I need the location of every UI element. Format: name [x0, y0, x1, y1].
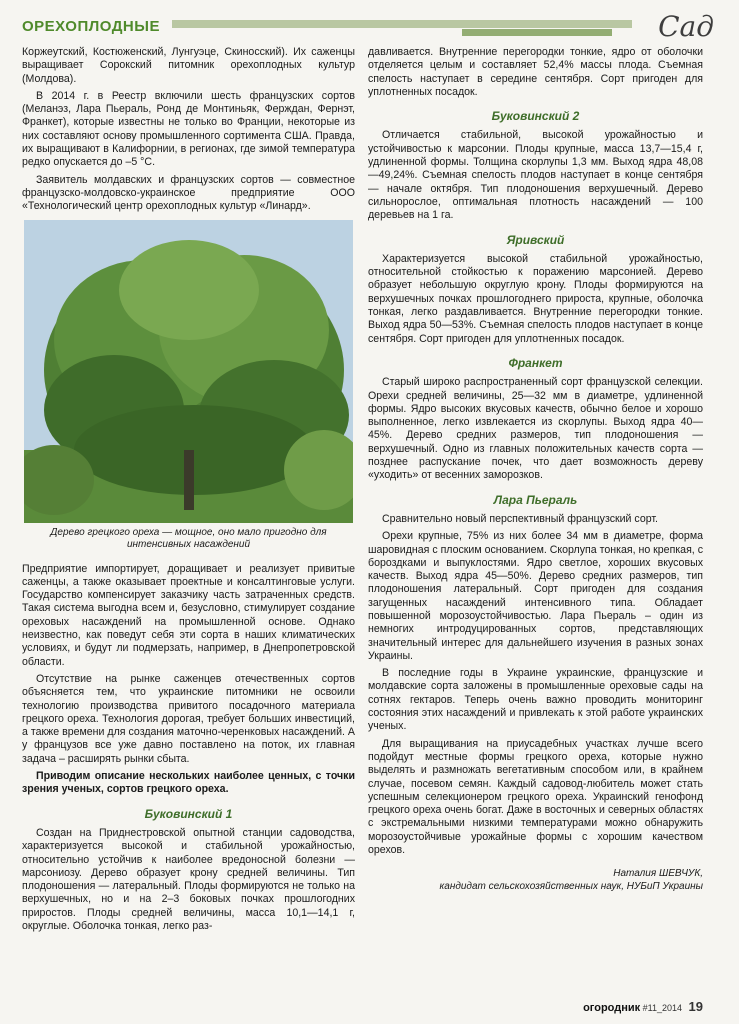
right-column [368, 46, 703, 893]
issue-number: #11_2014 [642, 1003, 683, 1013]
author-signature [368, 867, 703, 893]
author-title: кандидат сельскохозяйственных наук, НУБиП Украины [439, 881, 703, 893]
tree-illustration [24, 220, 353, 523]
walnut-tree-photo [24, 220, 353, 523]
variety-heading: Яривский [506, 232, 565, 247]
left-column [22, 46, 355, 937]
paragraph: Коржеутский, Костюженский, Лунгуэце, Скиносский). Их саженцы выращивает Сорокский питомник орехоплодных культур (Молдова). [22, 46, 355, 85]
variety-heading: Лара Пьераль [493, 492, 578, 507]
photo-caption: Дерево грецкого ореха — мощное, оно мало пригодно для интенсивных насаждений [50, 526, 327, 550]
paragraph: Сравнительно новый перспективный французский сорт. [382, 512, 659, 525]
paragraph: Отличается стабильной, высокой урожайностью и устойчивостью к марсонии. Плоды крупные, масса 13,7—15,4 г, удлиненной формы. Толщина скорлупы 1,3 мм. Выход ядра 48,08—49,24%. Съемная спелость плодов наступает в конце сентября — начале октября. Тип плодоношения верхушечный. Дерево сильнорослое, оптимальная плотность насаждений — 100 деревьев на 1 га. [368, 129, 703, 222]
magazine-name: огородник [583, 1002, 641, 1014]
variety-heading: Франкет [508, 355, 563, 370]
paragraph: Старый широко распространенный сорт французской селекции. Орехи средней величины, 25—32 мм в диаметре, удлиненной формы. Ядро высоких вкусовых качеств, обычно белое и хорошо выполненное, легко извлекается из скорлупы. Выход ядра 40—45%. Дерево средних размеров, тип плодоношения — верхушечный. Одно из главных положительных качеств сорта — позднее распускание почек, что дает возможность дереву «уходить» от весенних заморозков. [368, 376, 703, 482]
paragraph: В 2014 г. в Реестр включили шесть французских сортов (Меланэз, Лара Пьераль, Ронд де Монтиньяк, Ферждан, Фернэт, Франкет), которые известны не только во Франции, некоторые из них составляют основу промышленного сортимента США. Правда, их выращивают в Калифорнии, в регионах, где зимой температура редко опускается до –5 °С. [22, 89, 355, 169]
variety-heading: Буковинский 1 [144, 806, 233, 821]
paragraph: Заявитель молдавских и французских сортов — совместное французско-молдовско-украинское предприятие ООО «Технологический центр орехоплодных культур «Линард». [22, 173, 355, 213]
variety-heading: Буковинский 2 [491, 109, 580, 124]
paragraph: Создан на Приднестровской опытной станции садоводства, характеризуется высокой и стабильной урожайностью, относительно устойчив к наиболее вредоносной болезни — марсониозу. Дерево образует крону средней величины. Тип плодоношения — латеральный. Плоды формируются не только на верхушечных, но и на 2–3 боковых почках прошлогодних приростов. Плоды средней величины, масса 10,1—14,1 г, округлые. Оболочка тонкая, легко раз- [22, 826, 355, 932]
section-title: ОРЕХОПЛОДНЫЕ [22, 18, 160, 35]
paragraph: Для выращивания на приусадебных участках лучше всего подойдут местные формы грецкого ореха, которые нужно выделять и размножать вегетативным способом или, в крайнем случае, посевом семян. Каждый садовод-любитель может стать успешным селекционером грецкого ореха. Украинский генофонд грецкого ореха очень богат. Даже в восточных и северных областях с экстремальными низкими температурами можно обнаружить морозоустойчивые урожайные формы с хорошим качеством орехов. [368, 737, 703, 857]
header-decor-bar-accent [462, 29, 612, 36]
page-number: 19 [688, 999, 703, 1014]
brand-logo: Сад [658, 10, 714, 43]
intro-bold: Приводим описание нескольких наиболее ценных, с точки зрения ученых, сортов грецкого ореха. [22, 770, 355, 796]
page-header [22, 10, 714, 43]
paragraph: В последние годы в Украине украинские, французские и молдавские сорта заложены в промышленные ореховые сады на сотнях гектаров. Теперь очень важно проводить мониторинг состояния этих насаждений и привлекать к этой работе украинских ученых. [368, 667, 703, 733]
author-name: Наталия ШЕВЧУК, [613, 868, 703, 880]
paragraph: Отсутствие на рынке саженцев отечественных сортов объясняется тем, что украинские питомники не освоили технологию производства привитого посадочного материала грецкого ореха. Технология дорогая, требует больших инвестиций, а также времени для создания маточно-черенковых насаждений. А у французов все уже давно поставлено на поток, их главная задача – расширять рынки сбыта. [22, 672, 355, 765]
page-footer [583, 999, 703, 1014]
paragraph: Характеризуется высокой стабильной урожайностью, относительной стойкостью к поражению марсонией. Дерево образует небольшую округлую крону. Плоды формируются на верхушечных почках прошлогоднего прироста, крупные, оболочка тонкая, легко раздавливается. Внутренние перегородки тонкие. Выход ядра 50—53%. Съемная спелость плодов наступает в конце сентября. Сорт пригоден для уплотненных посадок. [368, 252, 703, 345]
paragraph: Предприятие импортирует, доращивает и реализует привитые саженцы, а также оказывает проектные и консалтинговые услуги. Государство компенсирует заказчику часть затраченных средств. Такая система выгодна всем и, безусловно, стимулирует создание ореховых насаждений на промышленной основе. Однако неизвестно, как поведут себя эти сорта в наших климатических условиях, и будут ли подмерзать, например, в Днепропетровской области. [22, 562, 355, 668]
paragraph: Орехи крупные, 75% из них более 34 мм в диаметре, форма шаровидная с плоским основанием. Скорлупа тонкая, но крепкая, с бороздками и выпуклостями. Ядро светлое, хороших вкусовых качеств. Выход ядра 45—50%. Дерево средних размеров, тип плодоношения латеральный. Сорт пригоден для создания загущенных насаждений интенсивного типа. Обладает повышенной морозоустойчивостью. Лара Пьераль – один из немногих интродуцированных сортов, представляющих значительный интерес для дальнейшего изучения в разных зонах Украины. [368, 530, 703, 662]
header-decor-bar [172, 20, 632, 28]
paragraph: давливается. Внутренние перегородки тонкие, ядро от оболочки отделяется целым и составляет 52,4% массы плода. Съемная спелость наступает в середине сентября. Сорт пригоден для уплотненных посадок. [368, 46, 703, 98]
